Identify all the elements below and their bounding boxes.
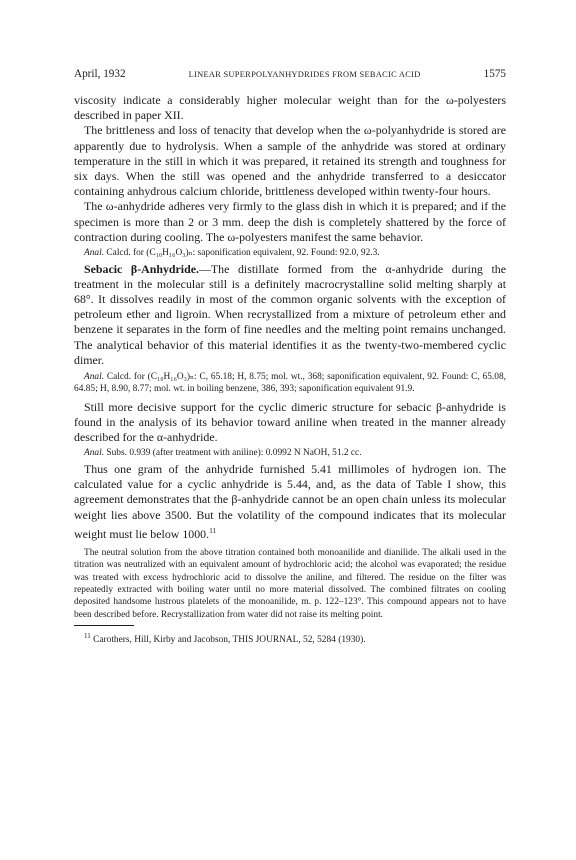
analysis-2-text: Calcd. for (C₁₀H₁₆O₃)ₙ: C, 65.18; H, 8.75; mol. wt., 368; saponification equivalent, 92. Found: C, 65.08, 64.85; H, 8.90, 8.77; mol. wt. in boiling benzene, 386, 393; saponification equivalent 91.9. bbox=[74, 372, 506, 395]
header-date: April, 1932 bbox=[74, 68, 126, 80]
header-page-number: 1575 bbox=[483, 68, 506, 80]
running-header bbox=[74, 68, 506, 80]
paragraph-6-text: Thus one gram of the anhydride furnished 5.41 millimoles of hydrogen ion. The calculated value for a cyclic anhydride is 5.44, and, as the data of Table I show, this agreement demonstrates that the β-anhydride cannot be an open chain unless its molecular weight lies above 3500. But the volatility of the compound indicates that its molecular weight must lie below 1000. bbox=[74, 462, 506, 541]
analysis-2-label: Anal. bbox=[84, 372, 105, 383]
paragraph-2: The brittleness and loss of tenacity that develop when the ω-polyanhydride is stored are apparently due to hydrolysis. When a sample of the anhydride was stored at ordinary temperature in the still in which it was prepared, it retained its strength and toughness for six days. When the still was opened and the anhydride transferred to a desiccator containing anhydrous calcium chloride, brittleness developed within twenty-four hours. bbox=[74, 123, 506, 199]
paragraph-4 bbox=[74, 262, 506, 368]
footnote bbox=[74, 630, 506, 647]
analysis-3 bbox=[74, 447, 506, 460]
analysis-1-text: Calcd. for (C₁₀H₁₆O₃)ₙ: saponification equivalent, 92. Found: 92.0, 92.3. bbox=[106, 248, 380, 259]
footnote-rule bbox=[74, 625, 134, 626]
page bbox=[74, 68, 506, 646]
analysis-1 bbox=[74, 247, 506, 260]
paragraph-3: The ω-anhydride adheres very firmly to the glass dish in which it is prepared; and if the specimen is more than 2 or 3 mm. deep the dish is completely shattered by the force of contraction during cooling. The ω-polyesters manifest the same behavior. bbox=[74, 199, 506, 244]
paragraph-6 bbox=[74, 462, 506, 542]
analysis-1-label: Anal. bbox=[84, 248, 105, 259]
footnote-text: Carothers, Hill, Kirby and Jacobson, THIS JOURNAL, 52, 5284 (1930). bbox=[93, 634, 366, 645]
paragraph-7: The neutral solution from the above titration contained both monoanilide and dianilide. The alkali used in the titration was neutralized with an equivalent amount of hydrochloric acid; the alcohol was evaporated; the residue was treated with excess hydrochloric acid to dissolve the aniline, and filtered. The residue on the filter was repeatedly extracted with boiling water until no more material dissolved. The combined filtrates on cooling deposited handsome lustrous platelets of the monoanilide, m. p. 122–123°. This compound appears not to have been described before. Recrystallization from water did not raise its melting point. bbox=[74, 548, 506, 620]
footnote-ref: 11 bbox=[209, 525, 217, 535]
section-heading: Sebacic β-Anhydride. bbox=[84, 261, 199, 276]
paragraph-1: viscosity indicate a considerably higher molecular weight than for the ω-polyesters described in paper XII. bbox=[74, 93, 506, 123]
paragraph-4-text: —The distillate formed from the α-anhydride during the treatment in the molecular still is a definitely macrocrystalline solid melting sharply at 68°. It dissolves readily in most of the common organic solvents with the exception of petroleum ether and ligroin. When recrystallized from a mixture of petroleum ether and benzene it separates in the form of fine needles and the melting point remains unchanged. The analytical behavior of this material identifies it as the twenty-two-membered cyclic dimer. bbox=[74, 261, 506, 367]
paragraph-5: Still more decisive support for the cyclic dimeric structure for sebacic β-anhydride is found in the analysis of its behavior toward aniline when treated in the manner already described for the α-anhydride. bbox=[74, 399, 506, 445]
analysis-3-text: Subs. 0.939 (after treatment with aniline): 0.0992 N NaOH, 51.2 cc. bbox=[106, 448, 362, 459]
header-title: LINEAR SUPERPOLYANHYDRIDES FROM SEBACIC ACID bbox=[188, 70, 421, 79]
analysis-3-label: Anal. bbox=[84, 448, 105, 459]
analysis-2 bbox=[74, 371, 506, 396]
footnote-number: 11 bbox=[84, 631, 91, 640]
